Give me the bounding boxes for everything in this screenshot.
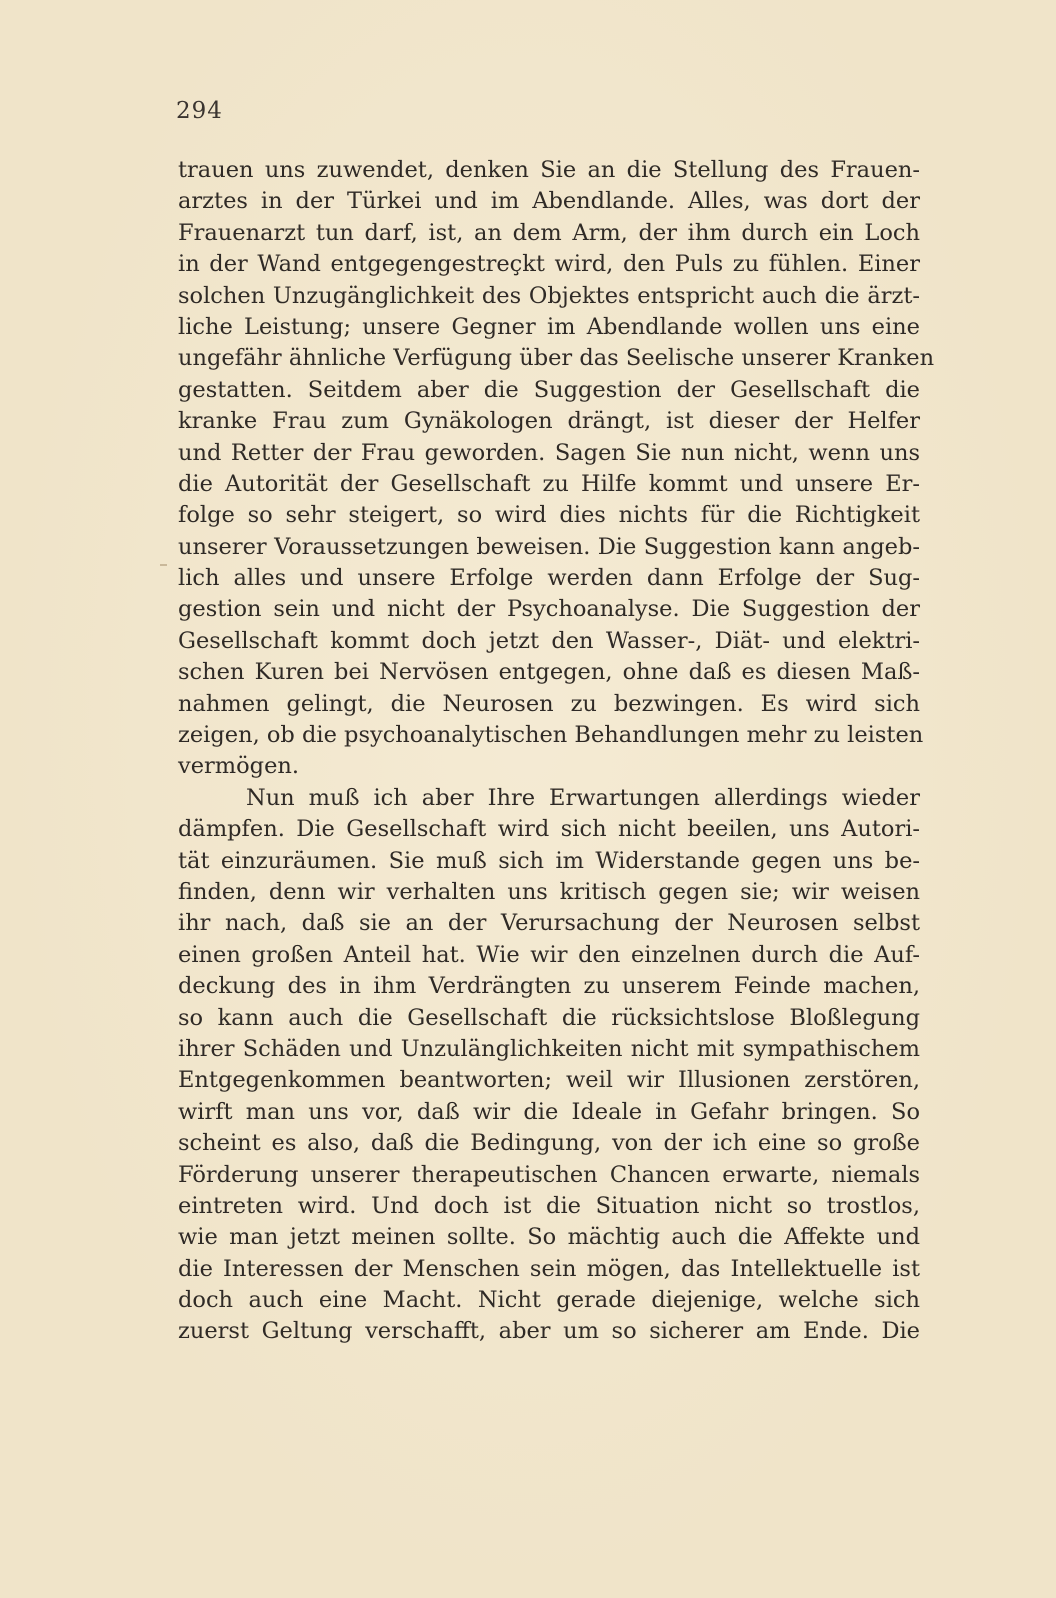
text-line: ihr nach, daß sie an der Verursachung der Neurosen selbst	[178, 910, 920, 937]
text-line: trauen uns zuwendet, denken Sie an die Stellung des Frauen-	[178, 157, 920, 183]
text-line: schen Kuren bei Nervösen entgegen, ohne daß es diesen Maß-	[178, 659, 920, 686]
text-line: folge so sehr steigert, so wird dies nichts für die Richtigkeit	[178, 502, 920, 529]
text-line: vermögen.	[178, 753, 300, 780]
text-line: die Interessen der Menschen sein mögen, das Intellektuelle ist	[178, 1255, 920, 1282]
text-line: wirft man uns vor, daß wir die Ideale in Gefahr bringen. So	[178, 1098, 920, 1125]
text-line: arztes in der Türkei und im Abendlande. Alles, was dort der	[178, 188, 920, 215]
text-line: ungefähr ähnliche Verfügung über das Seelische unserer Kranken	[178, 345, 935, 372]
text-line: die Autorität der Gesellschaft zu Hilfe kommt und unsere Er-	[178, 470, 920, 497]
text-line: finden, denn wir verhalten uns kritisch gegen sie; wir weisen	[178, 878, 920, 905]
text-line: deckung des in ihm Verdrängten zu unserem Feinde machen,	[178, 973, 920, 1000]
text-line: dämpfen. Die Gesellschaft wird sich nicht beeilen, uns Autori-	[178, 816, 920, 843]
text-line: solchen Unzugänglichkeit des Objektes entspricht auch die ärzt-	[178, 282, 920, 309]
text-line: gestion sein und nicht der Psychoanalyse. Die Suggestion der	[178, 596, 920, 623]
text-line: Entgegenkommen beantworten; weil wir Illusionen zerstören,	[178, 1067, 920, 1094]
margin-mark	[160, 564, 167, 566]
body-text	[178, 155, 935, 1348]
text-line: lich alles und unsere Erfolge werden dann Erfolge der Sug-	[178, 565, 920, 592]
text-line: gestatten. Seitdem aber die Suggestion der Gesellschaft die	[178, 376, 920, 403]
text-line: doch auch eine Macht. Nicht gerade diejenige, welche sich	[178, 1287, 920, 1314]
text-line: ihrer Schäden und Unzulänglichkeiten nicht mit sympathischem	[178, 1035, 920, 1062]
text-line: scheint es also, daß die Bedingung, von der ich eine so große	[178, 1130, 920, 1157]
text-line: wie man jetzt meinen sollte. So mächtig auch die Affekte und	[178, 1224, 920, 1251]
text-line: eintreten wird. Und doch ist die Situation nicht so trostlos,	[178, 1192, 920, 1219]
text-line: zeigen, ob die psychoanalytischen Behandlungen mehr zu leisten	[178, 722, 924, 749]
text-line: Förderung unserer therapeutischen Chancen erwarte, niemals	[178, 1161, 920, 1188]
text-line: und Retter der Frau geworden. Sagen Sie nun nicht, wenn uns	[178, 439, 920, 466]
text-line: so kann auch die Gesellschaft die rücksichtslose Bloßlegung	[178, 1004, 920, 1031]
text-line: in der Wand entgegengestreçkt wird, den Puls zu fühlen. Einer	[178, 251, 920, 278]
page-number: 294	[176, 98, 223, 124]
text-line: Frauenarzt tun darf, ist, an dem Arm, der ihm durch ein Loch	[178, 219, 920, 246]
text-line: zuerst Geltung verschafft, aber um so sicherer am Ende. Die	[178, 1318, 920, 1345]
text-line: Gesellschaft kommt doch jetzt den Wasser-, Diät- und elektri-	[178, 627, 920, 654]
text-line: unserer Voraussetzungen beweisen. Die Suggestion kann angeb-	[178, 533, 920, 560]
text-line: Nun muß ich aber Ihre Erwartungen allerdings wieder	[246, 784, 920, 811]
text-line: kranke Frau zum Gynäkologen drängt, ist dieser der Helfer	[178, 408, 920, 435]
text-line: nahmen gelingt, die Neurosen zu bezwingen. Es wird sich	[178, 690, 920, 717]
text-line: einen großen Anteil hat. Wie wir den einzelnen durch die Auf-	[178, 941, 920, 968]
text-line: tät einzuräumen. Sie muß sich im Widerstande gegen uns be-	[178, 847, 920, 874]
text-line: liche Leistung; unsere Gegner im Abendlande wollen uns eine	[178, 313, 920, 340]
